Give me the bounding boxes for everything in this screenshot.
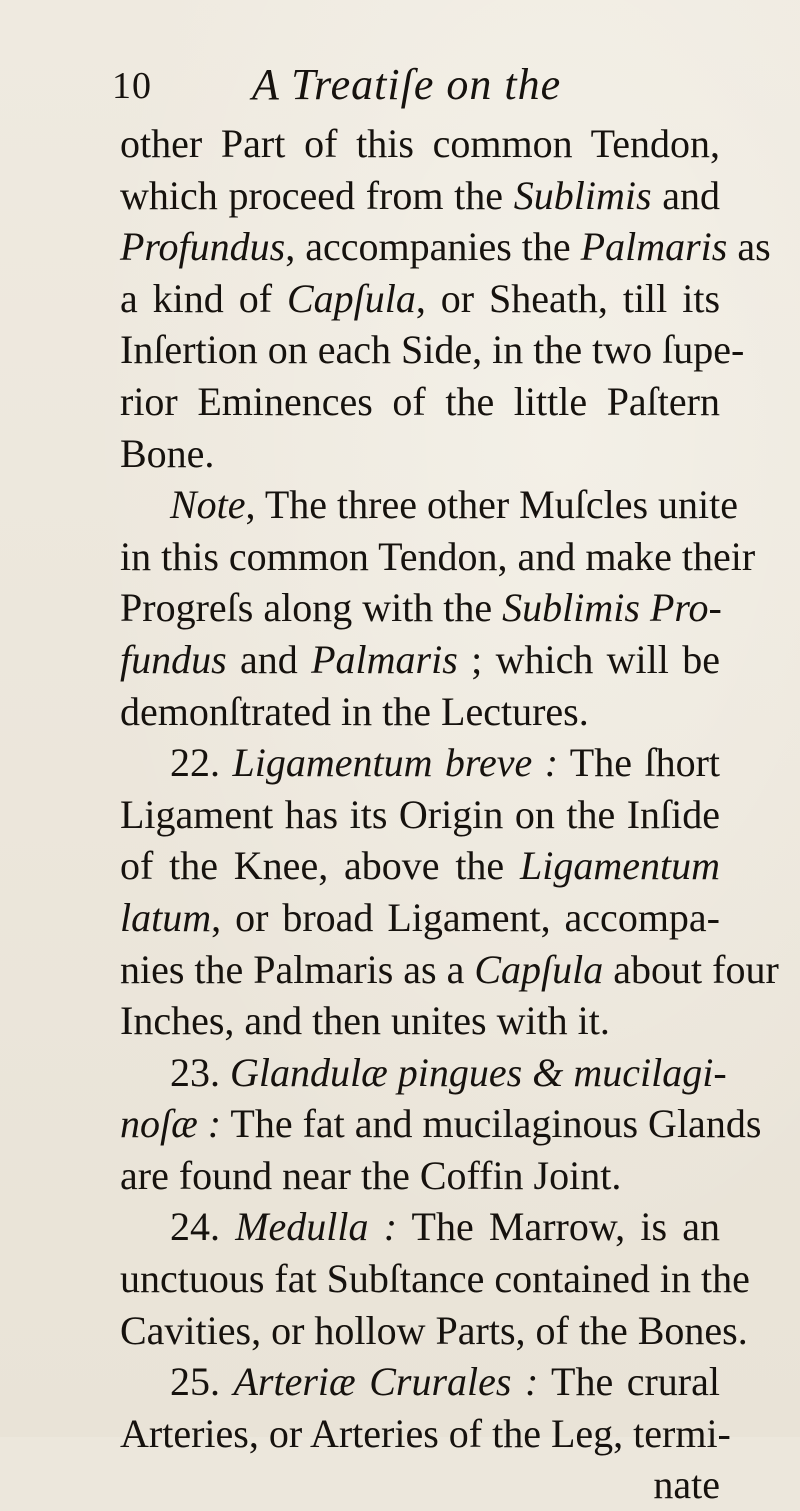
text-run: 22. [170, 740, 233, 786]
body-text [120, 118, 779, 1511]
text-line [120, 1305, 748, 1357]
text-line [120, 221, 771, 273]
italic-text: Profundus [120, 224, 286, 270]
text-run: Inſertion on each Side, in the two ſupe- [120, 327, 745, 373]
text-line [120, 995, 720, 1047]
text-run: The crural [538, 1359, 720, 1405]
text-run: Arteries, or Arteries of the Leg, termi- [120, 1410, 731, 1456]
italic-text: Medulla : [235, 1204, 398, 1250]
page-header [112, 62, 672, 112]
italic-text: Sublimis Pro- [502, 585, 722, 631]
running-title: A Treatiſe on the [252, 60, 562, 109]
text-run: 23. [170, 1049, 230, 1095]
text-run: 25. [170, 1359, 234, 1405]
text-run: demonſtrated in the Lectures. [120, 688, 589, 734]
text-run: about four [603, 946, 779, 992]
text-line [120, 1201, 720, 1253]
italic-text: Ligamentum [520, 843, 720, 889]
text-run: , or Sheath, till its [415, 275, 721, 321]
text-run: a kind of [120, 275, 287, 321]
text-line [120, 273, 720, 325]
text-line [120, 324, 745, 376]
text-run: are found near the Coffin Joint. [120, 1152, 622, 1198]
text-line [120, 170, 720, 222]
text-run: Progreſs along with the [120, 585, 503, 631]
text-line [120, 840, 720, 892]
text-run: The ſhort [558, 740, 720, 786]
text-line [120, 1253, 750, 1305]
italic-text: Capſula [474, 946, 604, 992]
italic-text: Palmaris [311, 636, 458, 682]
text-run: and [226, 636, 312, 682]
text-line [120, 686, 720, 738]
text-line [120, 118, 720, 170]
text-line [120, 376, 720, 428]
italic-text: fundus [120, 636, 227, 682]
text-run: of the Knee, above the [120, 843, 520, 889]
text-run: which proceed from the [120, 172, 514, 218]
text-line [120, 634, 720, 686]
italic-text: Capſula [286, 275, 416, 321]
text-line [120, 1098, 762, 1150]
text-run: , accompanies the [285, 224, 581, 270]
page-number: 10 [112, 65, 152, 107]
italic-text: Sublimis [513, 172, 652, 218]
text-run: nate [653, 1462, 720, 1508]
text-run: , The three other Muſcles unite [245, 482, 738, 528]
text-line [120, 479, 738, 531]
text-line [120, 944, 779, 996]
text-line [120, 1408, 731, 1460]
text-line [120, 1356, 720, 1408]
italic-text: Palmaris [580, 224, 728, 270]
text-run: unctuous fat Subſtance contained in the [120, 1256, 750, 1302]
text-run: as [727, 224, 771, 270]
italic-text: Ligamentum breve : [232, 740, 559, 786]
italic-text: Note [170, 482, 246, 528]
italic-text: Arteriæ Crurales : [233, 1359, 539, 1405]
text-line [120, 1150, 720, 1202]
text-run: Ligament has its Origin on the Inſide [120, 791, 720, 837]
text-line [120, 789, 720, 841]
text-line [120, 892, 720, 944]
text-run: Bone. [120, 430, 215, 476]
text-run: Inches, and then unites with it. [120, 998, 610, 1044]
text-run: other Part of this common Tendon, [120, 121, 720, 166]
italic-text: noſæ : [120, 1101, 222, 1147]
text-run: The fat and mucilaginous Glands [221, 1101, 762, 1147]
text-run: , or broad Ligament, accompa- [211, 894, 720, 940]
text-line [120, 531, 756, 583]
catchword [120, 1459, 720, 1511]
text-run: rior Eminences of the little Paſtern [120, 378, 720, 424]
italic-text: latum [120, 894, 212, 940]
text-run: Cavities, or hollow Parts, of the Bones. [120, 1307, 748, 1353]
text-line [120, 582, 720, 634]
text-line [120, 1047, 727, 1099]
text-run: The Marrow, is an [397, 1204, 720, 1250]
text-run: 24. [170, 1204, 236, 1250]
italic-text: Glandulæ pingues & mucilagi- [230, 1049, 727, 1095]
text-run: nies the Palmaris as a [120, 946, 475, 992]
text-line [120, 428, 720, 480]
text-line [120, 737, 720, 789]
text-run: ; which will be [457, 636, 720, 682]
text-run: and [651, 172, 720, 218]
text-run: in this common Tendon, and make their [120, 533, 756, 579]
